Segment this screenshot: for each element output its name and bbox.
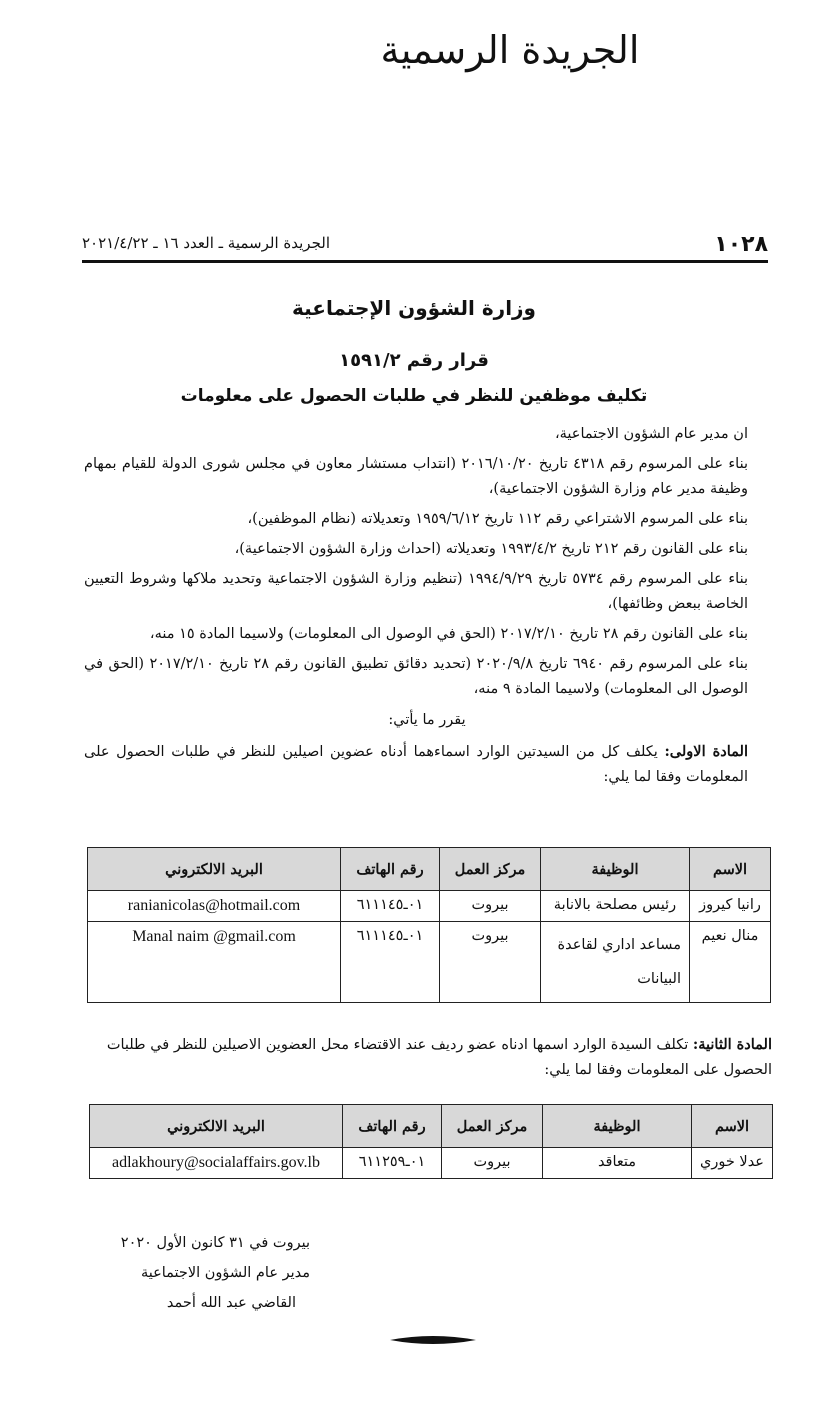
member-name: منال نعيم xyxy=(690,922,771,1003)
table-row xyxy=(90,1148,773,1179)
members-table-substitute xyxy=(89,1104,773,1179)
gazette-masthead: الجريدة الرسمية xyxy=(380,28,640,72)
member-job: مساعد اداري لقاعدة البيانات xyxy=(541,922,690,1003)
member-job: رئيس مصلحة بالانابة xyxy=(541,891,690,922)
end-ornament xyxy=(390,1334,476,1346)
col-phone-header: رقم الهاتف xyxy=(343,1105,442,1148)
signature-block xyxy=(90,1228,310,1318)
page-number: ١٠٢٨ xyxy=(714,232,768,257)
preamble-line: بناء على القانون رقم ٢١٢ تاريخ ١٩٩٣/٤/٢ وتعديلاته (احداث وزارة الشؤون الاجتماعية)، xyxy=(234,541,748,557)
article-1-label: المادة الاولى: xyxy=(664,743,748,760)
article-2-label: المادة الثانية: xyxy=(692,1036,772,1053)
member-email: Manal naim @gmail.com xyxy=(88,922,341,1003)
col-phone-header: رقم الهاتف xyxy=(341,848,440,891)
decision-title: تكليف موظفين للنظر في طلبات الحصول على معلومات xyxy=(180,386,648,406)
article-2 xyxy=(86,1032,772,1083)
member-name: رانيا كيروز xyxy=(690,891,771,922)
article-1-text: يكلف كل من السيدتين الوارد اسماءهما أدناه عضوين اصيلين للنظر في طلبات الحصول على المعلومات وفقا لما يلي: xyxy=(84,744,748,785)
member-phone: ٠١ـ٦١١٢٥٩ xyxy=(343,1148,442,1179)
article-1 xyxy=(84,739,770,790)
issue-info: الجريدة الرسمية ـ العدد ١٦ ـ ٢٠٢١/٤/٢٢ xyxy=(82,234,330,252)
member-email: adlakhoury@socialaffairs.gov.lb xyxy=(90,1148,343,1179)
member-phone: ٠١ـ٦١١١٤٥ xyxy=(341,922,440,1003)
article-2-text: تكلف السيدة الوارد اسمها ادناه عضو رديف عند الاقتضاء محل العضوين الاصيلين للنظر في طلبات الحصول على المعلومات وفقا لما يلي: xyxy=(106,1037,772,1078)
col-name-header: الاسم xyxy=(690,848,771,891)
member-job: متعاقد xyxy=(543,1148,692,1179)
member-name: عدلا خوري xyxy=(692,1148,773,1179)
member-workplace: بيروت xyxy=(442,1148,543,1179)
preamble-line: بناء على القانون رقم ٢٨ تاريخ ٢٠١٧/٢/١٠ (الحق في الوصول الى المعلومات) ولاسيما المادة ١٥ منه، xyxy=(149,626,748,642)
table-row xyxy=(88,891,771,922)
signature-place-date: بيروت في ٣١ كانون الأول ٢٠٢٠ xyxy=(120,1235,310,1251)
preamble-line: بناء على المرسوم الاشتراعي رقم ١١٢ تاريخ ١٩٥٩/٦/١٢ وتعديلاته (نظام الموظفين)، xyxy=(247,511,748,527)
table-header-row xyxy=(90,1105,773,1148)
table-row xyxy=(88,922,771,1003)
decides-line: يقرر ما يأتي: xyxy=(388,712,466,728)
member-phone: ٠١ـ٦١١١٤٥ xyxy=(341,891,440,922)
signature-title: مدير عام الشؤون الاجتماعية xyxy=(140,1265,310,1281)
col-email-header: البريد الالكتروني xyxy=(90,1105,343,1148)
member-email: ranianicolas@hotmail.com xyxy=(88,891,341,922)
preamble-line: بناء على المرسوم رقم ٤٣١٨ تاريخ ٢٠١٦/١٠/٢٠ (انتداب مستشار معاون في مجلس شورى الدولة للقيام بمهام وظيفة مدير عام وزارة الشؤون الاجتماعية)، xyxy=(84,456,748,497)
ministry-title: وزارة الشؤون الإجتماعية xyxy=(291,296,536,320)
col-email-header: البريد الالكتروني xyxy=(88,848,341,891)
col-name-header: الاسم xyxy=(692,1105,773,1148)
col-workplace-header: مركز العمل xyxy=(442,1105,543,1148)
col-workplace-header: مركز العمل xyxy=(440,848,541,891)
preamble-line: ان مدير عام الشؤون الاجتماعية، xyxy=(554,426,748,442)
member-workplace: بيروت xyxy=(440,891,541,922)
member-workplace: بيروت xyxy=(440,922,541,1003)
col-job-header: الوظيفة xyxy=(541,848,690,891)
table-header-row xyxy=(88,848,771,891)
preamble-line: بناء على المرسوم رقم ٦٩٤٠ تاريخ ٢٠٢٠/٩/٨ (تحديد دقائق تطبيق القانون رقم ٢٨ تاريخ ٢٠١٧/٢/١٠ (الحق في الوصول الى المعلومات) ولاسيما المادة ٩ منه، xyxy=(84,656,749,697)
members-table-primary xyxy=(87,847,771,1003)
page-header xyxy=(82,228,768,263)
signature-name: القاضي عبد الله أحمد xyxy=(166,1295,296,1311)
col-job-header: الوظيفة xyxy=(543,1105,692,1148)
decision-body xyxy=(84,422,770,795)
decision-number: قرار رقم ١٥٩١/٢ xyxy=(339,350,489,371)
preamble-line: بناء على المرسوم رقم ٥٧٣٤ تاريخ ١٩٩٤/٩/٢٩ (تنظيم وزارة الشؤون الاجتماعية وتحديد ملاكها وشروط التعيين الخاصة ببعض وظائفها)، xyxy=(84,571,748,612)
